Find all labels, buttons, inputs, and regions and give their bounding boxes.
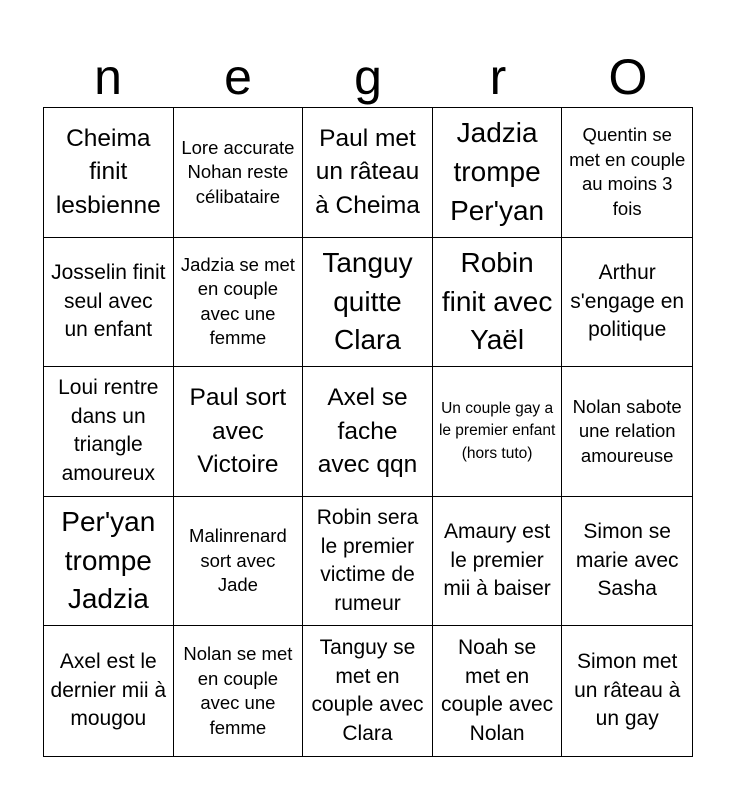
bingo-cell-text: Per'yan trompe Jadzia [61, 506, 156, 615]
bingo-cell[interactable] [303, 108, 433, 238]
bingo-header [43, 48, 693, 106]
bingo-cell-text: Axel est le dernier mii à mougou [50, 650, 167, 731]
bingo-cell[interactable] [44, 626, 174, 756]
bingo-cell-text: Amaury est le premier mii à baiser [443, 520, 551, 601]
bingo-cell-text: Un couple gay a le premier enfant (hors tuto) [438, 399, 556, 462]
bingo-cell[interactable] [433, 497, 563, 627]
bingo-cell-text: Jadzia trompe Per'yan [450, 117, 545, 226]
bingo-cell[interactable] [174, 497, 304, 627]
header-letter-1: n [94, 49, 122, 105]
bingo-cell[interactable] [174, 238, 304, 368]
bingo-cell-text: Paul sort avec Victoire [189, 383, 287, 479]
bingo-cell[interactable] [562, 367, 692, 497]
bingo-cell[interactable] [174, 367, 304, 497]
bingo-cell[interactable] [433, 238, 563, 368]
bingo-cell[interactable] [562, 108, 692, 238]
bingo-cell-text: Nolan se met en couple avec une femme [183, 643, 293, 738]
bingo-cell[interactable] [44, 497, 174, 627]
bingo-cell-text: Simon se marie avec Sasha [575, 520, 679, 601]
bingo-cell[interactable] [44, 108, 174, 238]
bingo-cell-text: Robin finit avec Yaël [441, 246, 553, 356]
bingo-cell-text: Josselin finit seul avec un enfant [51, 261, 166, 342]
bingo-cell[interactable] [44, 238, 174, 368]
bingo-cell[interactable] [303, 626, 433, 756]
bingo-cell-text: Axel se fache avec qqn [317, 383, 418, 479]
bingo-cell[interactable] [562, 497, 692, 627]
bingo-cell[interactable] [433, 367, 563, 497]
bingo-cell[interactable] [562, 626, 692, 756]
bingo-cell-text: Lore accurate Nohan reste célibataire [181, 136, 295, 207]
bingo-cell-text: Paul met un râteau à Cheima [315, 124, 420, 220]
bingo-grid [43, 107, 693, 757]
bingo-cell-text: Jadzia se met en couple avec une femme [180, 254, 295, 349]
bingo-cell-text: Tanguy quitte Clara [322, 246, 413, 356]
bingo-cell[interactable] [433, 626, 563, 756]
bingo-cell-text: Arthur s'engage en politique [570, 261, 685, 342]
bingo-cell[interactable] [562, 238, 692, 368]
header-letter-5: O [608, 49, 648, 105]
bingo-cell-text: Cheima finit lesbienne [55, 124, 161, 220]
bingo-cell-text: Nolan sabote une relation amoureuse [572, 395, 682, 466]
bingo-cell-text: Tanguy se met en couple avec Clara [311, 636, 424, 745]
bingo-cell-text: Simon met un râteau à un gay [574, 650, 681, 731]
bingo-cell-text: Noah se met en couple avec Nolan [441, 636, 554, 745]
bingo-cell[interactable] [303, 497, 433, 627]
bingo-cell[interactable] [303, 367, 433, 497]
bingo-cell-text: Loui rentre dans un triangle amoureux [58, 376, 159, 486]
bingo-cell-text: Malinrenard sort avec Jade [189, 525, 287, 596]
bingo-cell[interactable] [303, 238, 433, 368]
header-letter-4: r [489, 49, 507, 105]
bingo-cell[interactable] [174, 626, 304, 756]
header-letter-2: e [224, 49, 252, 105]
bingo-cell[interactable] [433, 108, 563, 238]
header-letter-3: g [354, 49, 382, 105]
bingo-cell[interactable] [174, 108, 304, 238]
bingo-cell-text: Quentin se met en couple au moins 3 fois [569, 124, 686, 219]
bingo-cell[interactable] [44, 367, 174, 497]
bingo-cell-text: Robin sera le premier victime de rumeur [316, 506, 419, 615]
